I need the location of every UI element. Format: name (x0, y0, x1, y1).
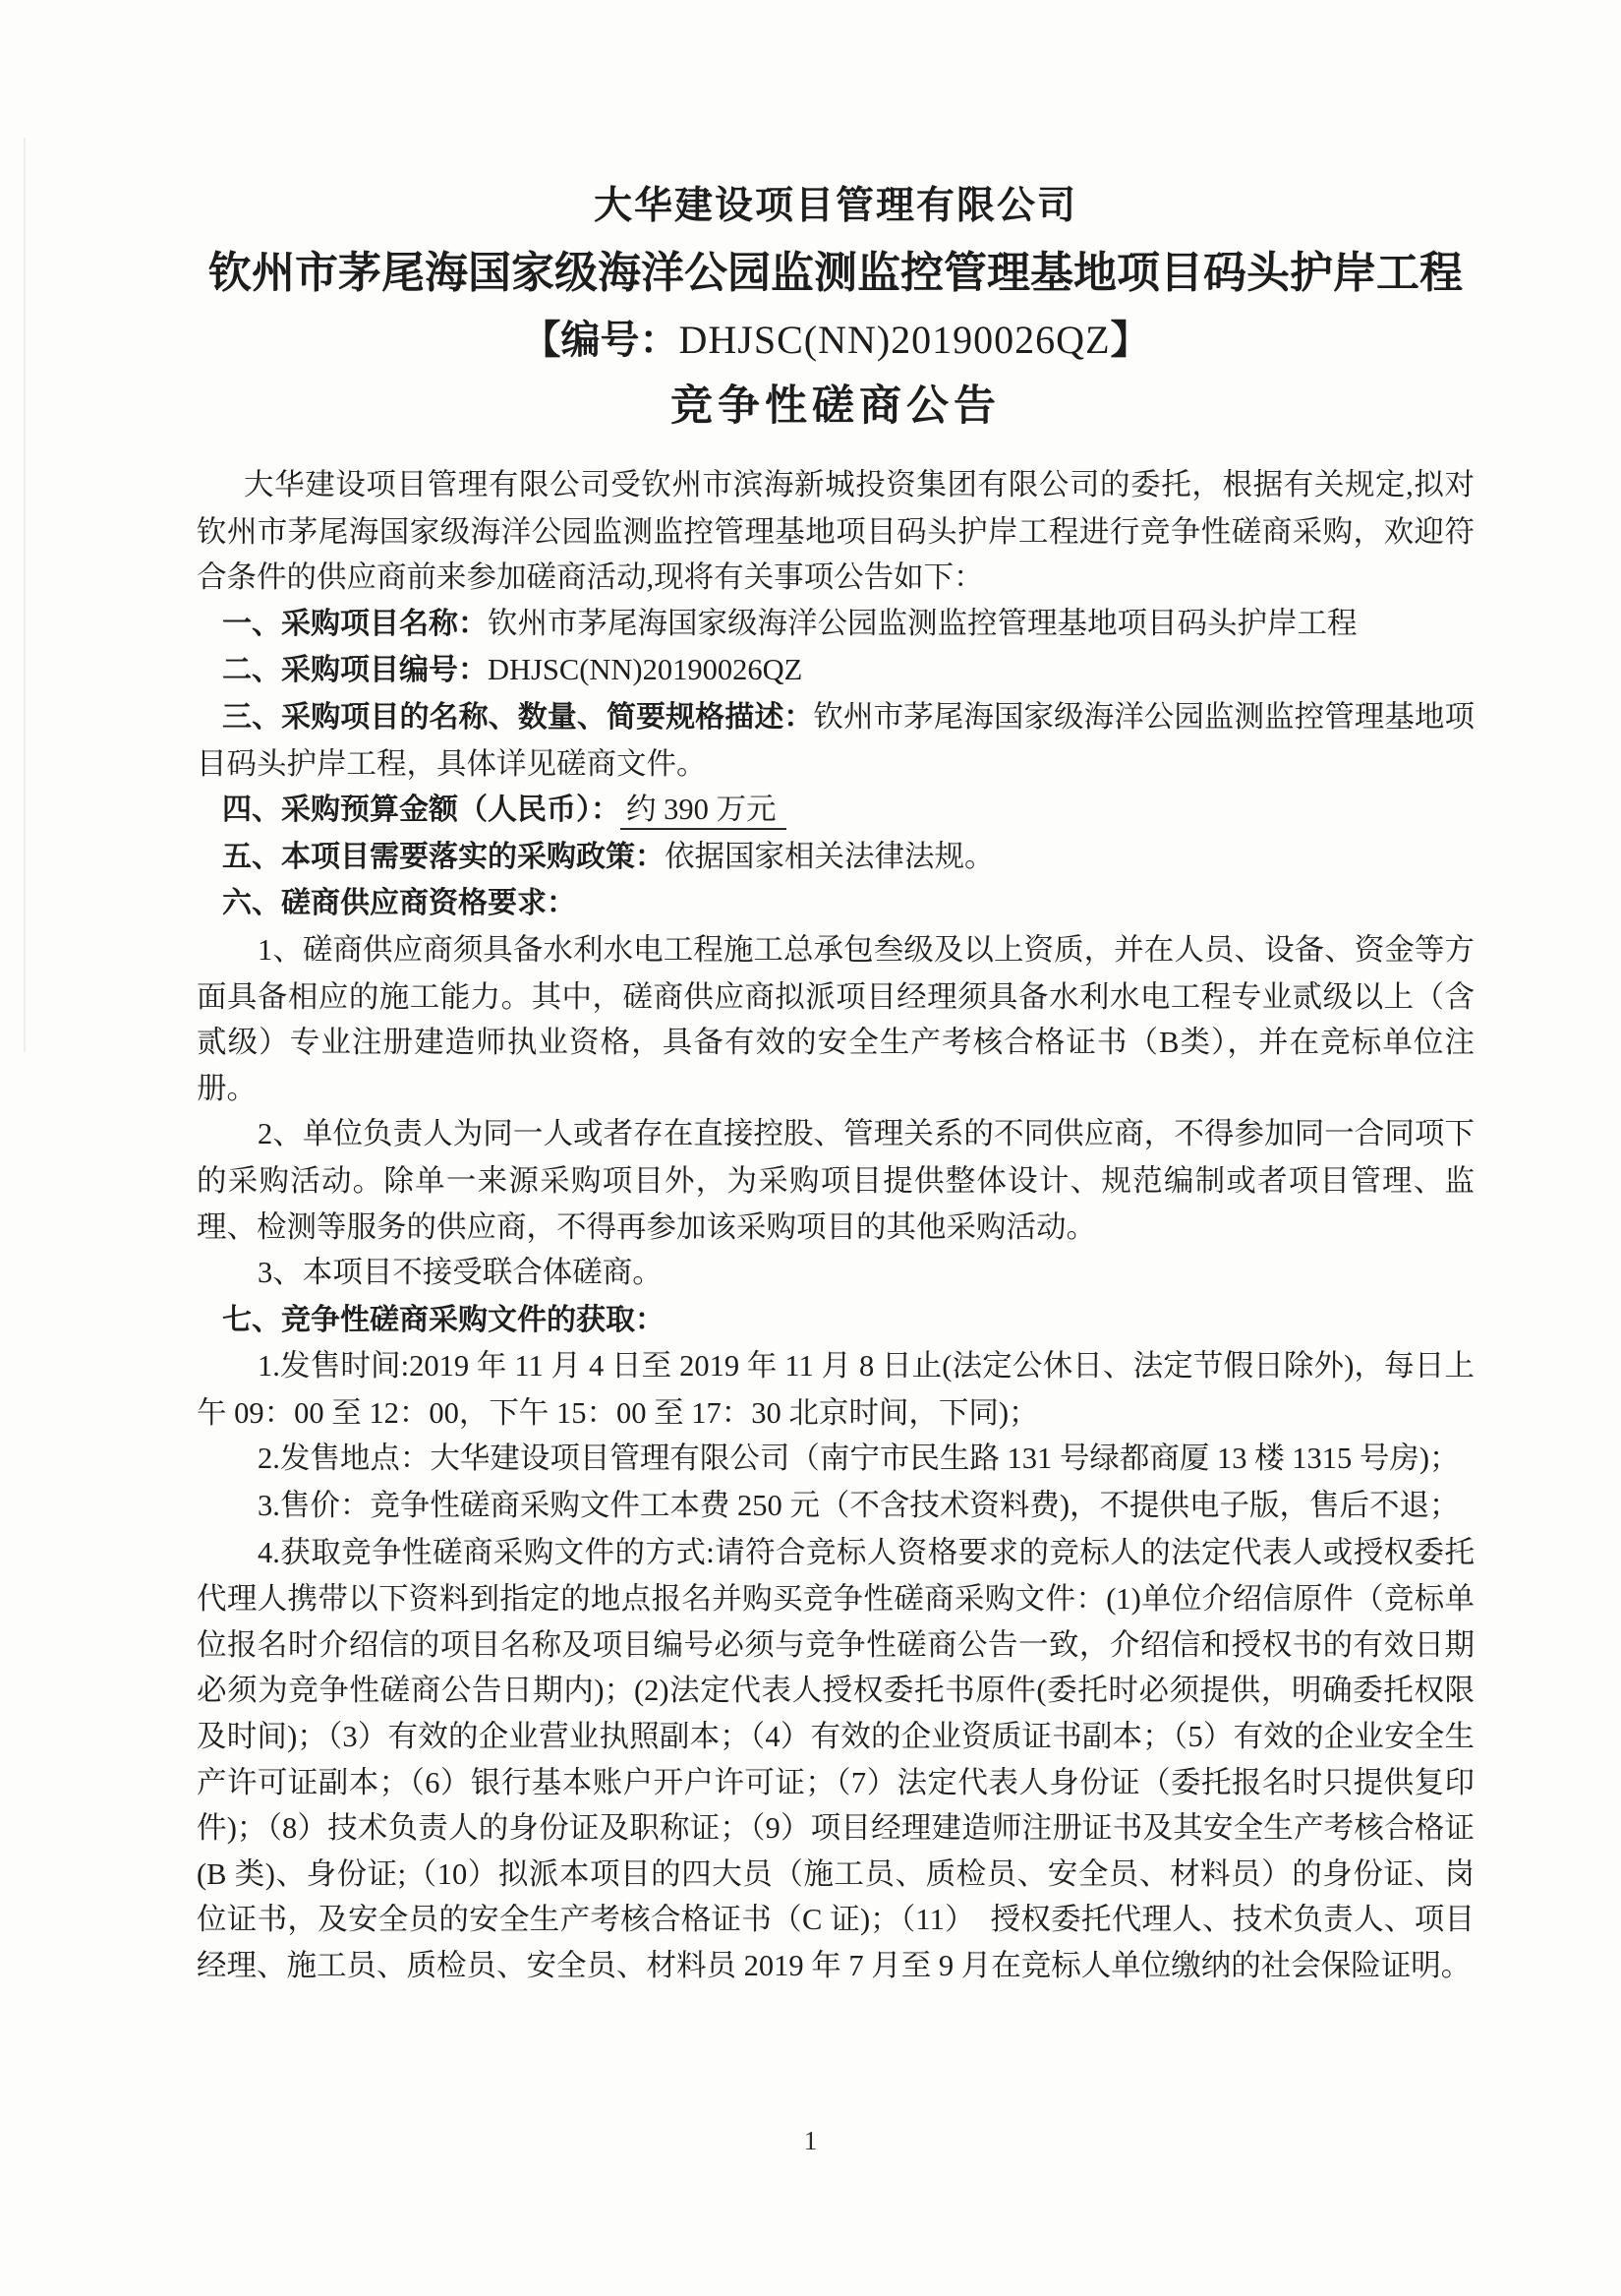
paragraph-label: 二、采购项目编号： (222, 654, 488, 687)
scan-edge-line (24, 138, 26, 1052)
paragraph-text: 3.售价：竞争性磋商采购文件工本费 250 元（不含技术资料费)，不提供电子版，售后不退； (258, 1489, 1460, 1523)
document-paragraph (197, 694, 1475, 787)
document-paragraph (197, 1297, 1475, 1344)
paragraph-label: 一、采购项目名称： (222, 607, 488, 640)
project-title: 钦州市茅尾海国家级海洋公园监测监控管理基地项目码头护岸工程 (208, 249, 1463, 297)
paragraph-text: 4.获取竞争性磋商采购文件的方式:请符合竞标人资格要求的竞标人的法定代表人或授权委托代理人携带以下资料到指定的地点报名并购买竞争性磋商采购文件：(1)单位介绍信原件（竞标单位报名时介绍信的项目名称及项目编号必须与竞争性磋商公告一致，介绍信和授权书的有效日期必须为竞争性磋商公告日期内)；(2)法定代表人授权委托书原件(委托时必须提供，明确委托权限及时间)；（3）有效的企业营业执照副本；（4）有效的企业资质证书副本；（5）有效的企业安全生产许可证副本；（6）银行基本账户开户许可证；（7）法定代表人身份证（委托报名时只提供复印件)；（8）技术负责人的身份证及职称证；（9）项目经理建造师注册证书及其安全生产考核合格证(B 类)、身份证;（10）拟派本项目的四大员（施工员、质检员、安全员、材料员）的身份证、岗位证书，及安全员的安全生产考核合格证书（C 证)；（11） 授权委托代理人、技术负责人、项目经理、施工员、质检员、安全员、材料员 2019 年 7 月至 9 月在竞标人单位缴纳的社会保险证明。 (197, 1535, 1475, 1982)
paragraph-text: 1.发售时间:2019 年 11 月 4 日至 2019 年 11 月 8 日止(法定公休日、法定节假日除外)，每日上午 09：00 至 12：00，下午 15：00 至 17：30 北京时间，下同)； (197, 1349, 1475, 1430)
paragraph-label: 六、磋商供应商资格要求： (222, 887, 576, 920)
document-paragraph (197, 787, 1475, 834)
document-paragraph (197, 834, 1475, 881)
document-paragraph (197, 462, 1475, 601)
number-prefix: 【编号： (521, 319, 679, 362)
document-paragraph (197, 1250, 1475, 1297)
document-paragraph (197, 1530, 1475, 1989)
company-title: 大华建设项目管理有限公司 (593, 185, 1077, 227)
document-number-line (197, 307, 1475, 374)
document-paragraph (197, 1436, 1475, 1483)
paragraph-text: DHJSC(NN)20190026QZ (488, 653, 803, 687)
document-content (197, 173, 1475, 1989)
paragraph-text: 钦州市茅尾海国家级海洋公园监测监控管理基地项目码头护岸工程，具体详见磋商文件。 (197, 699, 1476, 781)
document-paragraph (197, 1483, 1475, 1530)
document-paragraph (197, 1111, 1475, 1250)
paragraph-text: 依据国家相关法律法规。 (665, 839, 995, 873)
notice-type-title: 竞争性磋商公告 (670, 383, 1001, 430)
number-suffix: 】 (1110, 319, 1150, 362)
document-paragraph (197, 927, 1475, 1111)
paragraph-text: 2.发售地点：大华建设项目管理有限公司（南宁市民生路 131 号绿都商厦 13 楼 1315 号房)； (258, 1442, 1460, 1476)
paragraph-text: 1、磋商供应商须具备水利水电工程施工总承包叁级及以上资质，并在人员、设备、资金等方面具备相应的施工能力。其中，磋商供应商拟派项目经理须具备水利水电工程专业贰级以上（含贰级）专业注册建造师执业资格，具备有效的安全生产考核合格证书（B类），并在竞标单位注册。 (197, 932, 1475, 1105)
paragraph-label: 三、采购项目的名称、数量、简要规格描述： (222, 700, 814, 734)
paragraph-text: 2、单位负责人为同一人或者存在直接控股、管理关系的不同供应商，不得参加同一合同项下的采购活动。除单一来源采购项目外，为采购项目提供整体设计、规范编制或者项目管理、监理、检测等服务的供应商，不得再参加该采购项目的其他采购活动。 (197, 1117, 1475, 1244)
document-paragraph (197, 601, 1475, 648)
document-paragraph (197, 880, 1475, 927)
paragraph-text: 钦州市茅尾海国家级海洋公园监测监控管理基地项目码头护岸工程 (488, 606, 1358, 640)
paragraph-text: 约 390 万元 (620, 793, 786, 830)
paragraph-text: 大华建设项目管理有限公司受钦州市滨海新城投资集团有限公司的委托，根据有关规定,拟对钦州市茅尾海国家级海洋公园监测监控管理基地项目码头护岸工程进行竞争性磋商采购，欢迎符合条件的供应商前来参加磋商活动,现将有关事项公告如下： (197, 468, 1475, 595)
document-paragraph (197, 1343, 1475, 1436)
number-value: DHJSC(NN)20190026QZ (678, 318, 1111, 362)
paragraph-label: 四、采购预算金额（人民币）： (222, 794, 620, 827)
paragraph-label: 七、竞争性磋商采购文件的获取： (222, 1303, 665, 1336)
paragraph-text: 3、本项目不接受联合体磋商。 (258, 1256, 663, 1290)
document-body (197, 462, 1475, 1989)
page-number: 1 (803, 2126, 818, 2155)
document-paragraph (197, 647, 1475, 694)
paragraph-label: 五、本项目需要落实的采购政策： (222, 840, 665, 873)
